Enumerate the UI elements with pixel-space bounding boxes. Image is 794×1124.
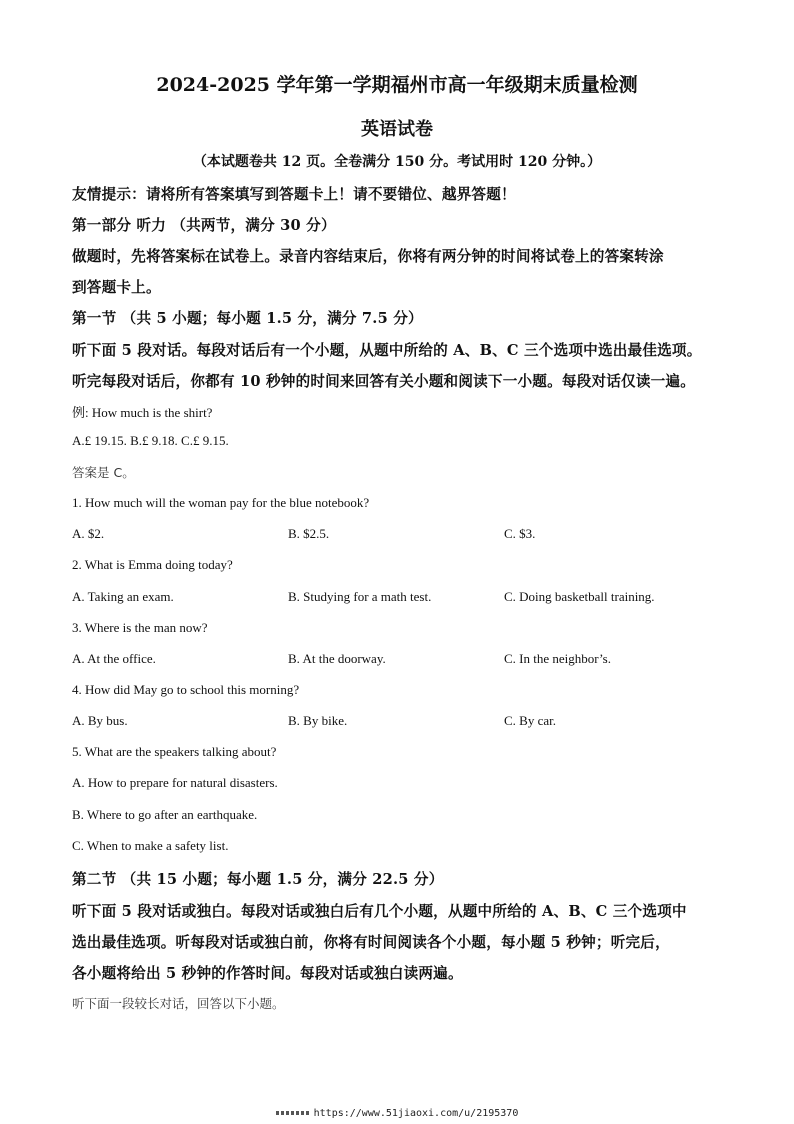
section2-heading: 第二节 （共 15 小题；每小题 1.5 分，满分 22.5 分） [72, 871, 444, 888]
section1-instruction-line1: 听下面 5 段对话。每段对话后有一个小题，从题中所给的 A、B、C 三个选项中选出最佳选项。 [72, 342, 702, 359]
example-question: 例: How much is the shirt? [72, 405, 213, 420]
question-3: 3. Where is the man now? [72, 620, 208, 635]
question-1-option-b: B. $2.5. [288, 526, 330, 541]
footer [0, 1108, 794, 1119]
question-3-option-b: B. At the doorway. [288, 651, 386, 666]
question-1-option-a: A. $2. [72, 526, 105, 541]
section1-instruction-line2: 听完每段对话后，你都有 10 秒钟的时间来回答有关小题和阅读下一小题。每段对话仅读一遍。 [72, 373, 696, 390]
part1-instruction-line2: 到答题卡上。 [72, 279, 161, 296]
section2-instruction-line2: 选出最佳选项。听每段对话或独白前，你将有时间阅读各个小题，每小题 5 秒钟；听完后， [72, 934, 670, 951]
question-4: 4. How did May go to school this morning? [72, 682, 300, 697]
question-5-option-b: B. Where to go after an earthquake. [72, 807, 258, 822]
question-4-option-c: C. By car. [504, 713, 556, 728]
question-1-option-c: C. $3. [504, 526, 536, 541]
footer-url: https://www.51jiaoxi.com/u/2195370 [313, 1108, 519, 1119]
example-options: A.£ 19.15. B.£ 9.18. C.£ 9.15. [72, 433, 229, 448]
part1-instruction-line1: 做题时，先将答案标在试卷上。录音内容结束后，你将有两分钟的时间将试卷上的答案转涂 [72, 248, 664, 265]
exam-note: （本试题卷共 12 页。全卷满分 150 分。考试用时 120 分钟。） [192, 154, 602, 170]
question-2-option-b: B. Studying for a math test. [288, 589, 432, 604]
question-5-option-c: C. When to make a safety list. [72, 838, 229, 853]
question-5: 5. What are the speakers talking about? [72, 744, 277, 759]
question-4-option-b: B. By bike. [288, 713, 348, 728]
question-2-option-c: C. Doing basketball training. [504, 589, 655, 604]
question-5-option-a: A. How to prepare for natural disasters. [72, 775, 278, 790]
question-3-option-c: C. In the neighbor’s. [504, 651, 611, 666]
example-answer: 答案是 C。 [72, 465, 135, 480]
question-2-option-a: A. Taking an exam. [72, 589, 174, 604]
section1-heading: 第一节 （共 5 小题；每小题 1.5 分，满分 7.5 分） [72, 310, 423, 327]
question-2: 2. What is Emma doing today? [72, 557, 233, 572]
exam-title: 2024-2025 学年第一学期福州市高一年级期末质量检测 [156, 74, 638, 96]
question-4-option-a: A. By bus. [72, 713, 128, 728]
section2-lead: 听下面一段较长对话，回答以下小题。 [72, 996, 285, 1011]
question-3-option-a: A. At the office. [72, 651, 156, 666]
section2-instruction-line1: 听下面 5 段对话或独白。每段对话或独白后有几个小题，从题中所给的 A、B、C 三个选项中 [72, 903, 687, 920]
part1-heading: 第一部分 听力 （共两节，满分 30 分） [72, 217, 336, 234]
question-1: 1. How much will the woman pay for the blue notebook? [72, 495, 370, 510]
watermark-mark [276, 1111, 310, 1115]
reminder-text: 友情提示：请将所有答案填写到答题卡上！请不要错位、越界答题！ [72, 186, 516, 203]
section2-instruction-line3: 各小题将给出 5 秒钟的作答时间。每段对话或独白读两遍。 [72, 965, 463, 982]
exam-subtitle: 英语试卷 [361, 119, 433, 140]
